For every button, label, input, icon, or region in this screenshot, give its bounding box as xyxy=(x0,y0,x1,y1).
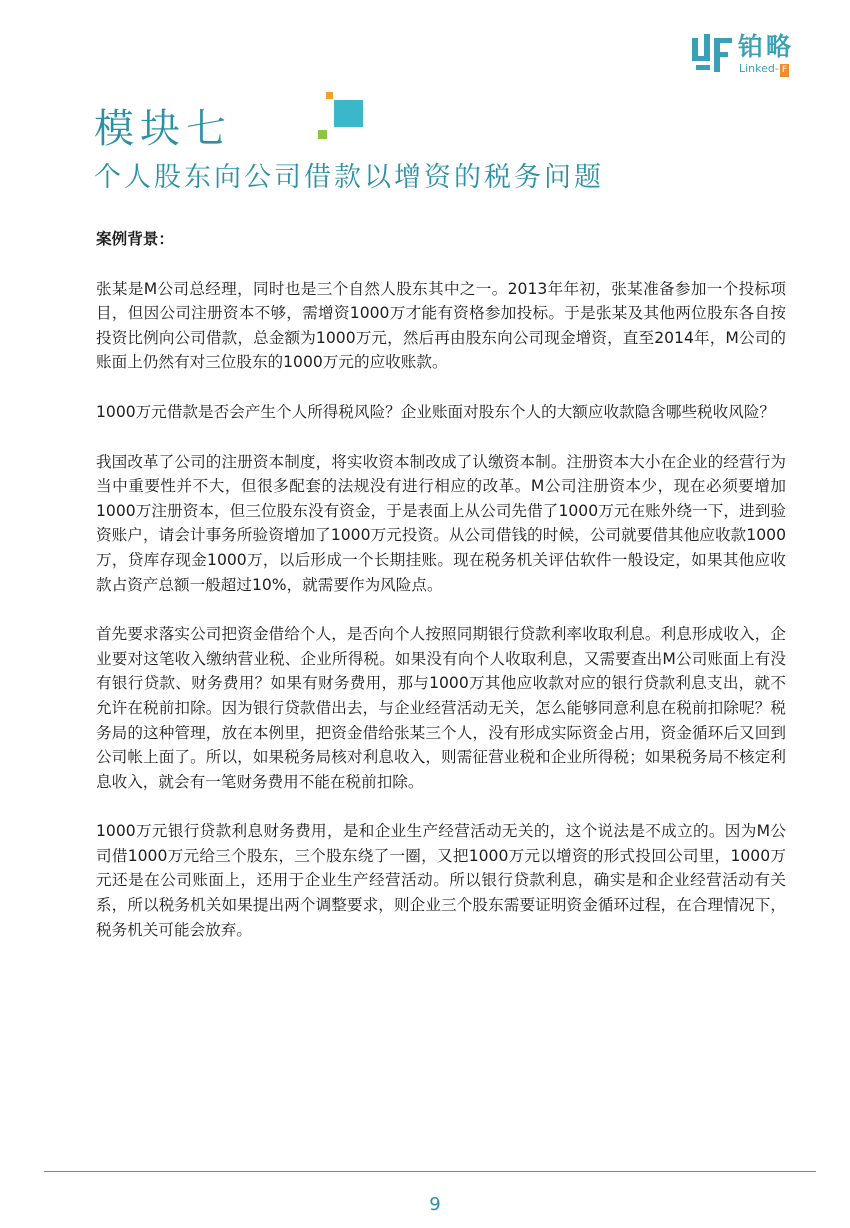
logo-english-name xyxy=(739,62,789,77)
decorative-square-orange xyxy=(326,92,333,99)
module-title: 模块七 xyxy=(94,106,232,152)
page-number: 9 xyxy=(429,1194,441,1215)
module-subtitle: 个人股东向公司借款以增资的税务问题 xyxy=(94,162,604,193)
logo-f-badge: F xyxy=(781,65,788,75)
paragraph-conclusion: 1000万元银行贷款利息财务费用，是和企业生产经营活动无关的，这个说法是不成立的。因为M公司借1000万元给三个股东，三个股东绕了一圈，又把1000万元以增资的形式投回公司里，1000万元还是在公司账面上，还用于企业生产经营活动。所以银行贷款利息，确实是和企业经营活动有关系，所以税务机关如果提出两个调整要求，则企业三个股东需要证明资金循环过程，在合理情况下，税务机关可能会放弃。 xyxy=(96,822,786,939)
paragraph-question: 1000万元借款是否会产生个人所得税风险？企业账面对股东个人的大额应收款隐含哪些税收风险？ xyxy=(96,402,776,421)
linked-f-logo-icon xyxy=(692,34,734,74)
logo-english-text: Linked- xyxy=(739,62,779,75)
footer-divider xyxy=(44,1171,816,1172)
brand-logo xyxy=(692,32,822,76)
section-label: 案例背景： xyxy=(96,230,174,248)
article-body xyxy=(96,227,786,967)
paragraph-capital-reform: 我国改革了公司的注册资本制度，将实收资本制改成了认缴资本制。注册资本大小在企业的经营行为当中重要性并不大，但很多配套的法规没有进行相应的改革。M公司注册资本少，现在必须要增加1000万注册资本，但三位股东没有资金，于是表面上从公司先借了1000万元在账外绕一下，进到验资账户，请会计事务所验资增加了1000万元投资。从公司借钱的时候，公司就要借其他应收款1000万，贷库存现金1000万，以后形成一个长期挂账。现在税务机关评估软件一般设定，如果其他应收款占资产总额一般超过10%，就需要作为风险点。 xyxy=(96,452,786,594)
decorative-square-green xyxy=(318,130,327,139)
paragraph-interest-income: 首先要求落实公司把资金借给个人，是否向个人按照同期银行贷款利率收取利息。利息形成收入，企业要对这笔收入缴纳营业税、企业所得税。如果没有向个人收取利息，又需要查出M公司账面上有没有银行贷款、财务费用？如果有财务费用，那与1000万其他应收款对应的银行贷款利息支出，就不允许在税前扣除。因为银行贷款借出去，与企业经营活动无关，怎么能够同意利息在税前扣除呢？税务局的这种管理，放在本例里，把资金借给张某三个人，没有形成实际资金占用，资金循环后又回到公司帐上面了。所以，如果税务局核对利息收入，则需征营业税和企业所得税；如果税务局不核定利息收入，就会有一笔财务费用不能在税前扣除。 xyxy=(96,625,786,791)
logo-chinese-name: 铂略 xyxy=(738,32,795,61)
paragraph-case-background: 张某是M公司总经理，同时也是三个自然人股东其中之一。2013年年初，张某准备参加一个投标项目，但因公司注册资本不够，需增资1000万才能有资格参加投标。于是张某及其他两位股东各自按投资比例向公司借款，总金额为1000万元，然后再由股东向公司现金增资，直至2014年，M公司的账面上仍然有对三位股东的1000万元的应收账款。 xyxy=(96,279,786,372)
decorative-square-teal xyxy=(334,100,363,127)
